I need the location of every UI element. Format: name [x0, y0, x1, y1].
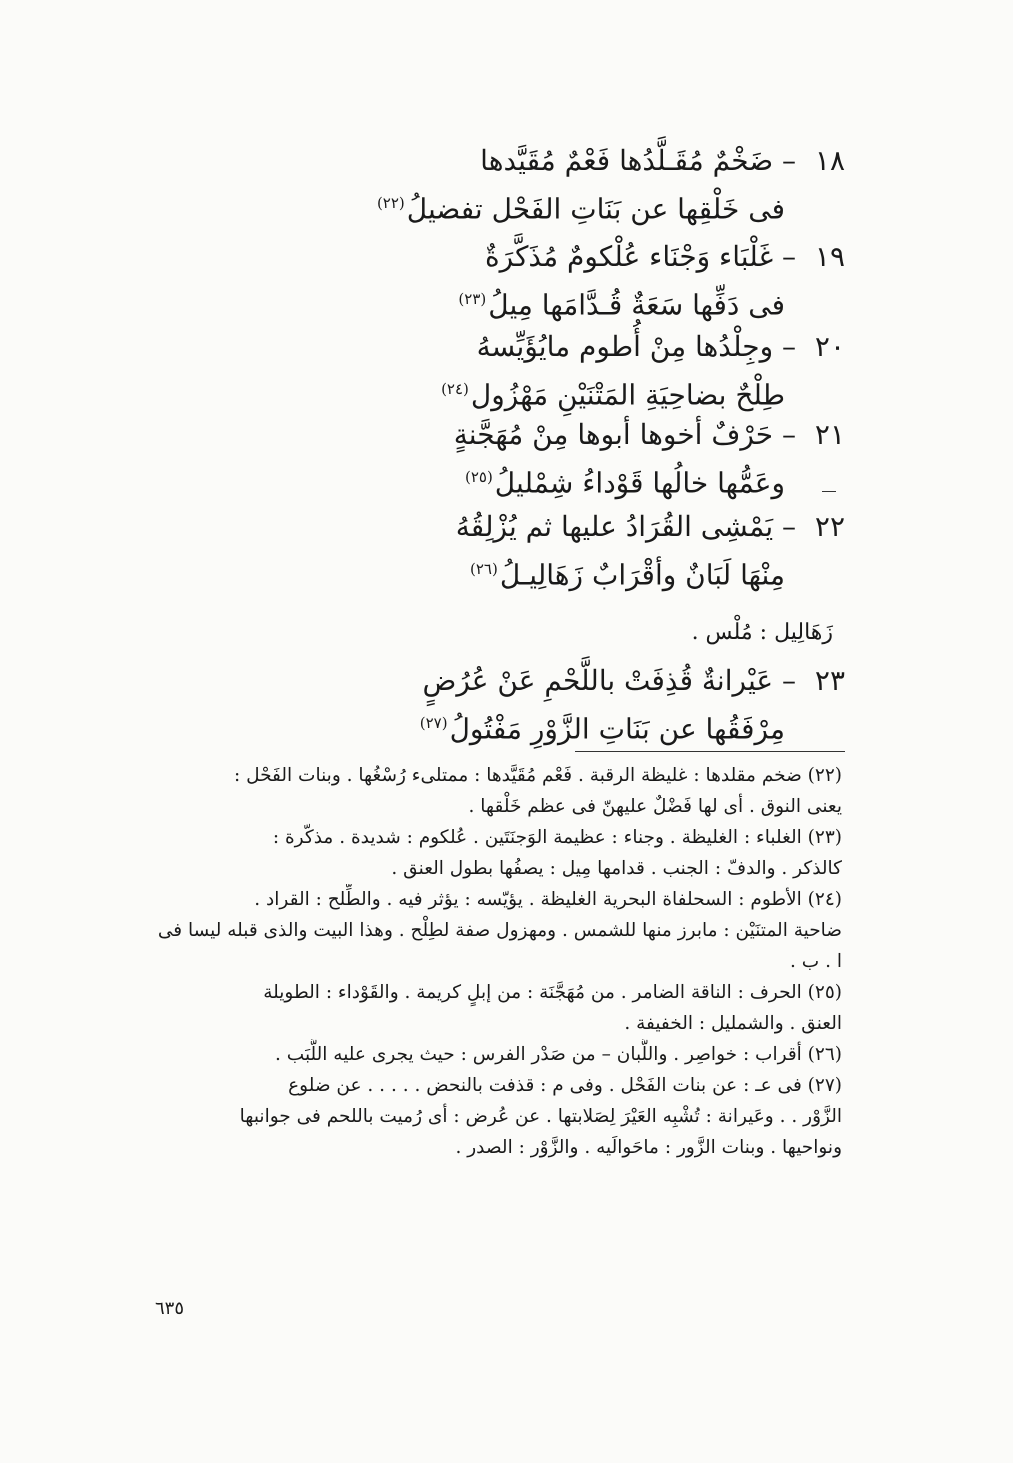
verse-hemistich-1: ضَخْمٌ مُقَـلَّدُها فَعْمٌ مُقَيَّدها — [480, 144, 774, 177]
footnote-ref: (٢٦) — [470, 560, 498, 578]
footnote-line: كالذكر . والدفّ : الجنب . قدامها مِيل : يصفُها بطول العنق . — [391, 858, 842, 879]
verse-hemistich-1: عَيْرانةٌ قُذِفَتْ باللَّحْمِ عَنْ عُرُضٍ — [422, 664, 774, 697]
footnote-ref: (٢٢) — [376, 194, 405, 212]
footnote-line: ونواحيها . وبنات الزَّور : ماحَوالَيه . والزَّوْر : الصدر . — [455, 1137, 842, 1158]
footnotes — [130, 760, 842, 1163]
verse-number: ٢٠ — [814, 330, 845, 363]
verse-hemistich-2: وعَمُّها خالُها قَوْداءُ شِمْليلُ — [494, 466, 785, 500]
verse-20: ٢٠ – وجِلْدُها مِنْ أُطوم مايُؤَيِّسهُ طِلْحٌ بضاحِيَةِ المَتْنَيْنِ مَهْزُول$^{(٢٤)}$ — [175, 326, 845, 416]
verse-hemistich-1: وجِلْدُها مِنْ أُطوم مايُؤَيِّسهُ — [476, 330, 774, 363]
margin-dash — [822, 491, 836, 492]
footnote-line: يعنى النوق . أى لها فَضْلٌ عليهنّ فى عظم خَلْقها . — [468, 796, 842, 817]
footnote-23 — [130, 822, 842, 884]
footnote-line: (٢٥) الحرف : الناقة الضامر . من مُهَجَّنَة : من إبلٍ كريمة . والقَوْداء : الطويلة — [263, 982, 842, 1003]
footnote-ref: (٢٤) — [441, 380, 469, 398]
verse-18: ١٨ – ضَخْمٌ مُقَـلَّدُها فَعْمٌ مُقَيَّدها فى خَلْقِها عن بَنَاتِ الفَحْل تفضيلُ$^{(٢٢)}$ — [175, 140, 845, 230]
footnote-line: (٢٢) ضخم مقلدها : غليظة الرقبة . فَعْم مُقَيَّدها : ممتلىء رُسْغُها . وبنات الفَحْل : — [233, 765, 842, 786]
verse-hemistich-1: حَرْفٌ أخوها أبوها مِنْ مُهَجَّنةٍ — [453, 418, 774, 451]
footnote-line: (٢٦) أقراب : خواصِر . واللَّبان – من صَدْر الفرس : حيث يجرى عليه اللَّبَب . — [275, 1044, 842, 1065]
verse-19: ١٩ – غَلْبَاء وَجْنَاء عُلْكومٌ مُذَكَّرَةٌ فى دَفِّها سَعَةٌ قُـدَّامَها مِيلُ$^{(٢٣)}$ — [175, 236, 845, 326]
verse-22: ٢٢ – يَمْشِى القُرَادُ عليها ثم يُزْلِقُهُ مِنْهَا لَبَانٌ وأقْرَابٌ زَهَالِيـلُ$^{(٢٦)}$ — [175, 506, 845, 596]
verse-number: ٢٣ — [814, 664, 845, 697]
verse-hemistich-2: مِرْفَقُها عن بَنَاتِ الزَّوْرِ مَفْتُولُ — [449, 712, 785, 746]
verse-number: ١٩ — [814, 240, 845, 273]
footnote-line: (٢٤) الأطوم : السحلفاة البحرية الغليظة . يؤيّسه : يؤثر فيه . والطِّلح : القراد . — [254, 889, 842, 910]
footnote-ref: (٢٣) — [458, 290, 487, 308]
footnote-line: (٢٣) الغلباء : الغليظة . وجناء : عظيمة الوَجنَتَين . عُلكوم : شديدة . مذكّرة : — [272, 827, 842, 848]
footnote-27 — [130, 1070, 842, 1163]
verse-hemistich-2: طِلْحٌ بضاحِيَةِ المَتْنَيْنِ مَهْزُول — [470, 378, 785, 412]
footnote-22 — [130, 760, 842, 822]
gloss-note: زَهَالِيل : مُلْس . — [691, 620, 833, 645]
verse-hemistich-1: يَمْشِى القُرَادُ عليها ثم يُزْلِقُهُ — [455, 510, 774, 543]
verse-23: ٢٣ – عَيْرانةٌ قُذِفَتْ باللَّحْمِ عَنْ عُرُضٍ مِرْفَقُها عن بَنَاتِ الزَّوْرِ مَفْتُولُ$^{(٢٧)}$ — [175, 660, 845, 750]
footnote-ref: (٢٧) — [419, 714, 448, 732]
footnote-line: ا . ب . — [790, 951, 842, 972]
verse-hemistich-2: فى دَفِّها سَعَةٌ قُـدَّامَها مِيلُ — [488, 288, 785, 322]
verse-number: ٢٢ — [814, 510, 845, 543]
verse-number: ٢١ — [814, 418, 845, 451]
verse-hemistich-1: غَلْبَاء وَجْنَاء عُلْكومٌ مُذَكَّرَةٌ — [484, 240, 774, 273]
footnote-24 — [130, 884, 842, 977]
verse-hemistich-2: مِنْهَا لَبَانٌ وأقْرَابٌ زَهَالِيـلُ — [499, 558, 785, 592]
footnote-line: ضاحية المتنَيْن : مابرز منها للشمس . ومهزول صفة لطِلْح . وهذا البيت والذى قبله ليسا فى — [157, 920, 842, 941]
verse-number: ١٨ — [814, 144, 845, 177]
verse-21: ٢١ – حَرْفٌ أخوها أبوها مِنْ مُهَجَّنةٍ وعَمُّها خالُها قَوْداءُ شِمْليلُ$^{(٢٥)}$ — [175, 414, 845, 504]
footnote-line: الزَّوْر . . وعَيرانة : تُشْبِه العَيْرَ لِصَلابتها . عن عُرض : أى رُميت باللحم فى جوانبها — [239, 1106, 842, 1127]
page-number: ٦٣٥ — [155, 1298, 185, 1319]
footnote-25 — [130, 977, 842, 1039]
footnote-separator — [575, 751, 845, 752]
footnote-line: العنق . والشمليل : الخفيفة . — [624, 1013, 842, 1034]
verse-hemistich-2: فى خَلْقِها عن بَنَاتِ الفَحْل تفضيلُ — [406, 192, 785, 226]
footnote-line: (٢٧) فى عـ : عن بنات الفَحْل . وفى م : قذفت بالنحض . . . . . عن ضلوع — [288, 1075, 842, 1096]
footnote-26 — [130, 1039, 842, 1070]
footnote-ref: (٢٥) — [464, 468, 493, 486]
